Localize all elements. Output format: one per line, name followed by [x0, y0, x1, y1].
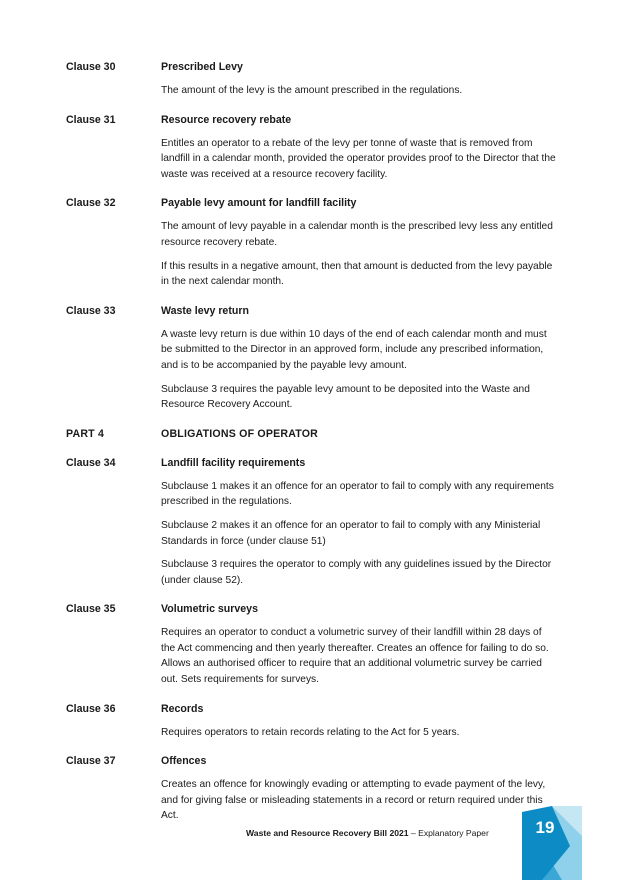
- clause-title: Waste levy return: [161, 304, 249, 317]
- clause-entry: [66, 754, 558, 832]
- clause-paragraph: Entitles an operator to a rebate of the levy per tonne of waste that is removed from landfill in a calendar month, provided the operator provides proof to the Director that the waste was received at a resource recovery facility.: [161, 137, 556, 180]
- clause-entry: [66, 196, 558, 297]
- clause-number: Clause 36: [66, 702, 116, 715]
- clause-body: [161, 196, 558, 297]
- clause-title: Landfill facility requirements: [161, 456, 306, 469]
- clause-paragraph: Requires an operator to conduct a volumetric survey of their landfill within 28 days of the Act commencing and then yearly thereafter. Creates an offence for failing to do so. Allows an authorised officer to require that an additional volumetric survey be carried out. Sets requirements for surveys.: [161, 627, 549, 686]
- clause-entry: [66, 304, 558, 421]
- clause-body: [161, 754, 558, 832]
- footer-bill-title: Waste and Resource Recovery Bill 2021: [246, 828, 409, 838]
- clause-entry: [66, 702, 558, 749]
- clause-entry: [66, 60, 558, 107]
- footer-doc-type: Explanatory Paper: [418, 828, 489, 838]
- clause-paragraph: Creates an offence for knowingly evading or attempting to evade payment of the levy, and for giving false or misleading statements in a record or return required under this Act.: [161, 779, 546, 822]
- clause-body: [161, 113, 558, 191]
- clause-paragraph: Subclause 3 requires the operator to comply with any guidelines issued by the Director (under clause 52).: [161, 559, 552, 586]
- part-heading: [66, 427, 558, 450]
- clause-paragraph: Subclause 2 makes it an offence for an operator to fail to comply with any Ministerial Standards in force (under clause 51): [161, 519, 541, 547]
- clause-paragraph: A waste levy return is due within 10 days of the end of each calendar month and must be submitted to the Director in an approved form, include any prescribed information, and is to be accompanied by the payable levy amount.: [161, 328, 547, 371]
- page-number: 19: [535, 818, 555, 837]
- clause-title: Resource recovery rebate: [161, 113, 292, 126]
- clause-number: Clause 33: [66, 304, 116, 317]
- clause-body: [161, 702, 558, 749]
- clause-body: [161, 60, 558, 107]
- clause-paragraph: Subclause 1 makes it an offence for an operator to fail to comply with any requirements prescribed in the regulations.: [161, 480, 554, 508]
- clause-paragraph: Requires operators to retain records relating to the Act for 5 years.: [161, 726, 460, 738]
- clause-number: Clause 31: [66, 113, 116, 126]
- clause-paragraph: If this results in a negative amount, then that amount is deducted from the levy payable in the next calendar month.: [161, 260, 553, 288]
- clause-title: Prescribed Levy: [161, 61, 243, 73]
- clause-entry: [66, 113, 558, 191]
- clause-body: [161, 602, 558, 695]
- clause-entry: [66, 602, 558, 695]
- clause-number: Clause 35: [66, 603, 116, 616]
- clause-title: Offences: [161, 755, 207, 768]
- clause-paragraph: The amount of levy payable in a calendar month is the prescribed levy less any entitled resource recovery rebate.: [161, 221, 553, 248]
- clause-title: Payable levy amount for landfill facility: [161, 197, 357, 210]
- clause-number: PART 4: [66, 427, 105, 440]
- clause-number: Clause 37: [66, 755, 116, 768]
- clause-entry: [66, 456, 558, 597]
- clause-body: [161, 427, 558, 450]
- clause-title: Records: [161, 702, 204, 715]
- clause-title: OBLIGATIONS OF OPERATOR: [161, 427, 319, 440]
- clause-number: Clause 34: [66, 456, 116, 469]
- clause-title: Volumetric surveys: [161, 603, 258, 616]
- clause-body: [161, 456, 558, 597]
- footer-separator: –: [408, 828, 419, 838]
- clause-number: Clause 30: [66, 61, 116, 73]
- clause-body: [161, 304, 558, 421]
- clause-list: [66, 60, 558, 838]
- clause-paragraph: The amount of the levy is the amount prescribed in the regulations.: [161, 85, 463, 96]
- clause-number: Clause 32: [66, 197, 116, 210]
- page-footer: [246, 827, 489, 839]
- clause-paragraph: Subclause 3 requires the payable levy amount to be deposited into the Waste and Resource Recovery Account.: [161, 383, 530, 411]
